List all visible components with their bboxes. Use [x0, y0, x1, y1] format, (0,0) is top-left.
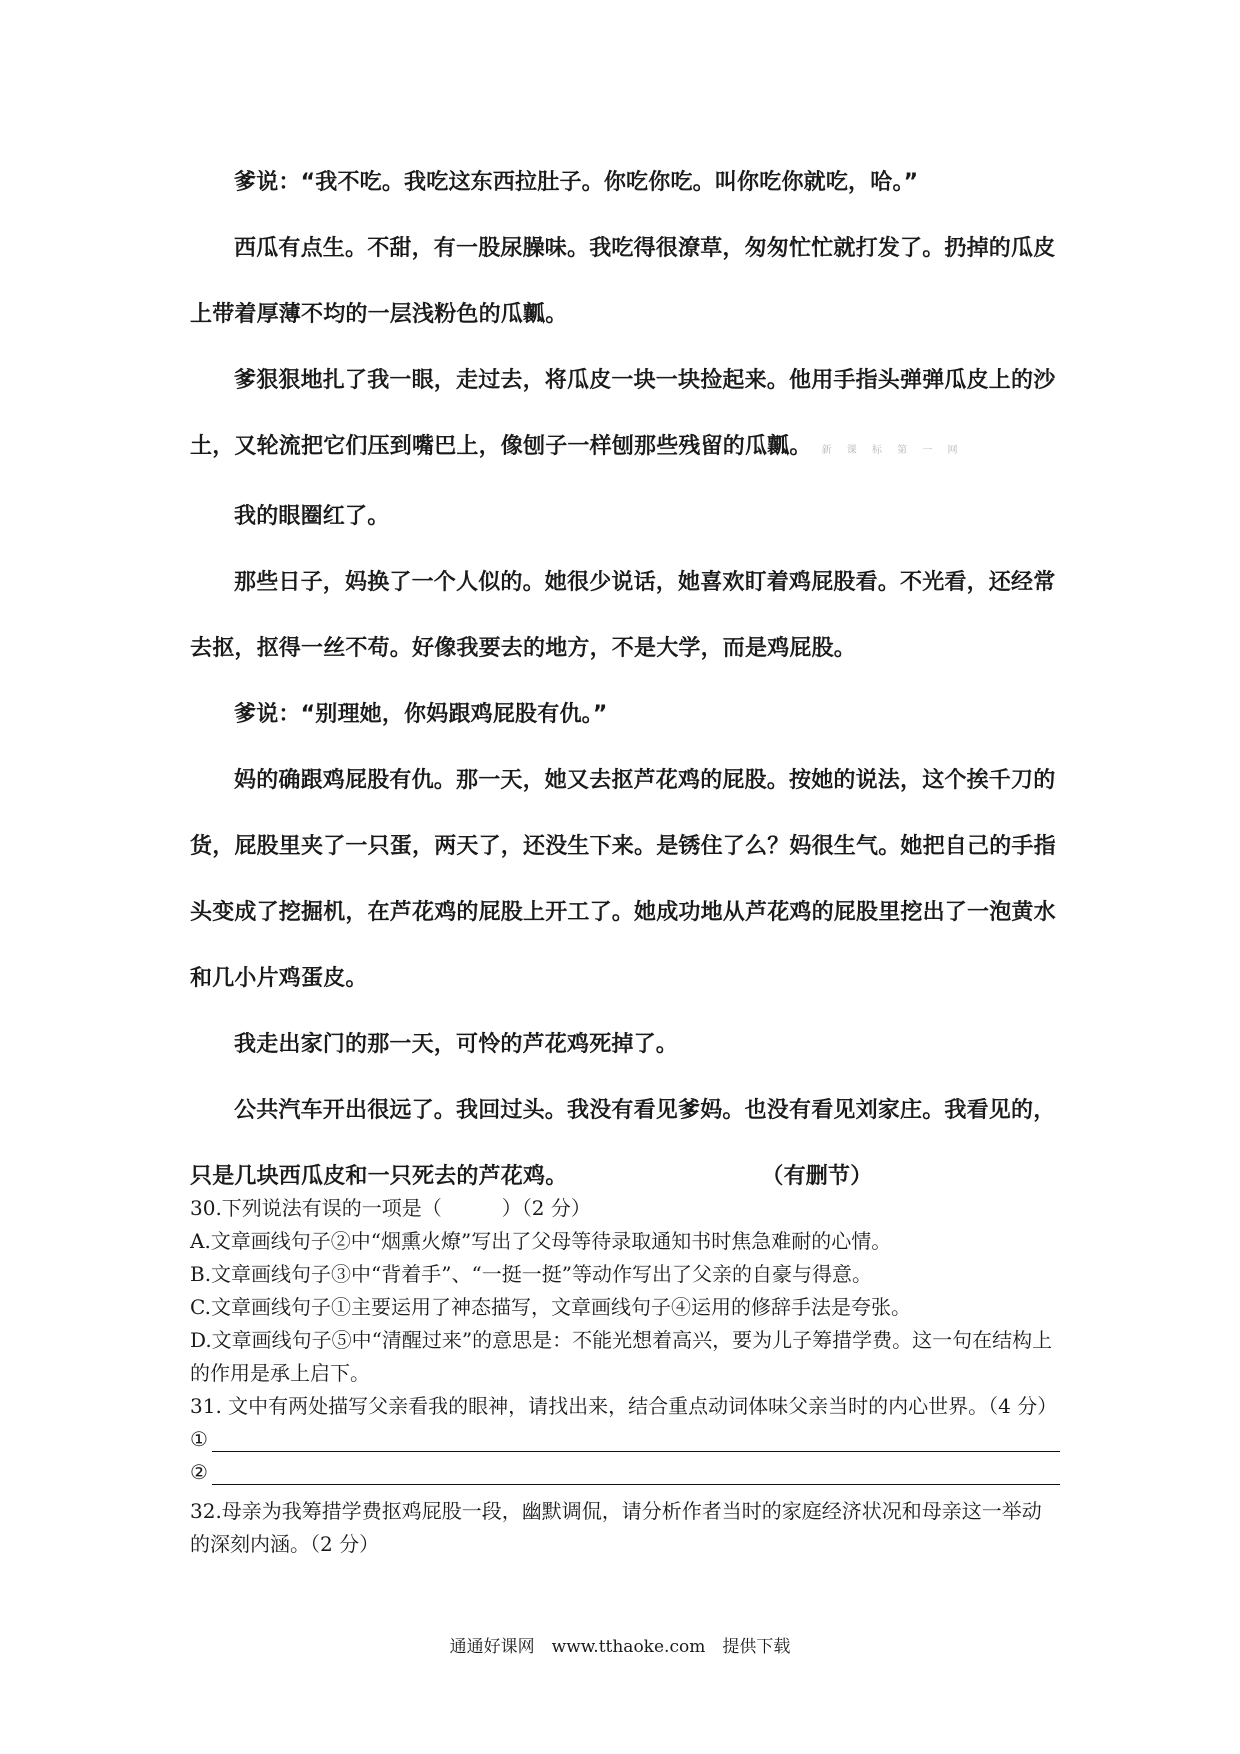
question-30-option-d: D.文章画线句子⑤中“清醒过来”的意思是：不能光想着高兴，要为儿子筹措学费。这一句在结构上的作用是承上启下。: [190, 1328, 1053, 1385]
story-paragraph-7: 妈的确跟鸡屁股有仇。那一天，她又去抠芦花鸡的屁股。按她的说法，这个挨千刀的货，屁股里夹了一只蛋，两天了，还没生下来。是锈住了么？妈很生气。她把自己的手指头变成了挖掘机，在芦花鸡的屁股上开工了。她成功地从芦花鸡的屁股里挖出了一泡黄水和几小片鸡蛋皮。: [190, 768, 1056, 991]
question-30-option-c: C.文章画线句子①主要运用了神态描写，文章画线句子④运用的修辞手法是夸张。: [190, 1295, 911, 1319]
story-paragraph-2: 西瓜有点生。不甜，有一股尿臊味。我吃得很潦草，匆匆忙忙就打发了。扔掉的瓜皮上带着厚薄不均的一层浅粉色的瓜瓤。: [190, 236, 1056, 327]
story-paragraph-1: 爹说：“我不吃。我吃这东西拉肚子。你吃你吃。叫你吃你就吃，哈。”: [234, 170, 919, 195]
story-paragraph-9: [190, 1078, 1060, 1210]
story-paragraph-6: 爹说：“别理她，你妈跟鸡屁股有仇。”: [234, 702, 608, 727]
question-30-option-a: A.文章画线句子②中“烟熏火燎”写出了父母等待录取通知书时焦急难耐的心情。: [190, 1229, 892, 1253]
answer-line-2[interactable]: [190, 1456, 1060, 1489]
watermark-text: 新 课 标 第 一 网: [821, 445, 964, 456]
story-passage: [190, 150, 1060, 1210]
question-30-option-b: B.文章画线句子③中“背着手”、“一挺一挺”等动作写出了父亲的自豪与得意。: [190, 1262, 872, 1286]
question-section: [190, 1192, 1060, 1561]
story-paragraph-5: 那些日子，妈换了一个人似的。她很少说话，她喜欢盯着鸡屁股看。不光看，还经常去抠，抠得一丝不苟。好像我要去的地方，不是大学，而是鸡屁股。: [190, 570, 1056, 661]
story-paragraph-3-text: 爹狠狠地扎了我一眼，走过去，将瓜皮一块一块捡起来。他用手指头弹弹瓜皮上的沙土，又轮流把它们压到嘴巴上，像刨子一样刨那些残留的瓜瓤。: [190, 368, 1056, 459]
abridged-note: （有删节）: [761, 1164, 873, 1189]
answer-line-2-rule: [212, 1460, 1060, 1485]
page-footer: 通通好课网 www.tthaoke.com 提供下载: [449, 1637, 791, 1657]
answer-line-1[interactable]: [190, 1423, 1060, 1456]
question-30-stem: 30.下列说法有误的一项是（ ）（2 分）: [190, 1196, 591, 1220]
answer-line-1-rule: [212, 1427, 1060, 1452]
story-paragraph-3: [190, 348, 1060, 484]
story-paragraph-9-text: 公共汽车开出很远了。我回过头。我没有看见爹妈。也没有看见刘家庄。我看见的，只是几块西瓜皮和一只死去的芦花鸡。: [190, 1098, 1056, 1189]
question-31-stem: 31. 文中有两处描写父亲看我的眼神，请找出来，结合重点动词体味父亲当时的内心世界。（4 分）: [190, 1394, 1058, 1418]
question-32-stem: 32.母亲为我筹措学费抠鸡屁股一段，幽默调侃，请分析作者当时的家庭经济状况和母亲这一举动的深刻内涵。（2 分）: [190, 1499, 1042, 1556]
story-paragraph-4: 我的眼圈红了。: [234, 504, 390, 529]
answer-line-2-number: ②: [190, 1460, 208, 1484]
story-paragraph-8: 我走出家门的那一天，可怜的芦花鸡死掉了。: [234, 1032, 679, 1057]
answer-line-1-number: ①: [190, 1427, 208, 1451]
